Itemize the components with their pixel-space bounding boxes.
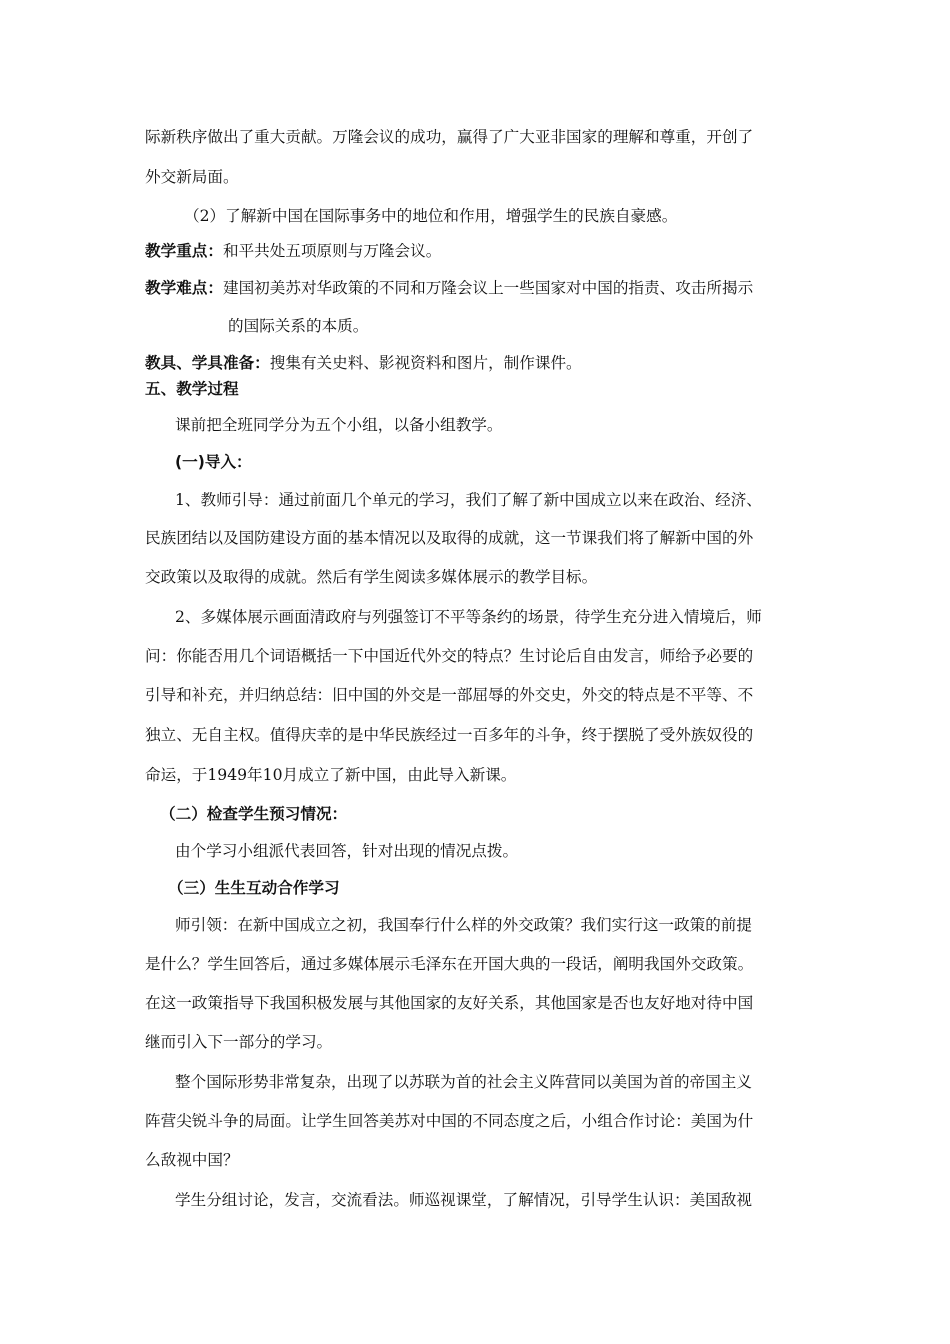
para-line: 阵营尖锐斗争的局面。让学生回答美苏对中国的不同态度之后，小组合作讨论：美国为什 — [145, 1112, 754, 1130]
materials-row — [145, 352, 825, 374]
para-line: 是什么？学生回答后，通过多媒体展示毛泽东在开国大典的一段话，阐明我国外交政策。 — [145, 955, 754, 973]
subsection-heading: (一)导入： — [175, 453, 252, 471]
para-line: 继而引入下一部分的学习。 — [145, 1033, 333, 1051]
para-line: 由个学习小组派代表回答，针对出现的情况点拨。 — [175, 842, 519, 860]
para-line: 师引领：在新中国成立之初，我国奉行什么样的外交政策？我们实行这一政策的前提 — [175, 916, 752, 934]
subsection-heading: （三）生生互动合作学习 — [168, 879, 340, 897]
para-line: 问：你能否用几个词语概括一下中国近代外交的特点？生讨论后自由发言，师给予必要的 — [145, 647, 754, 665]
para-line: 整个国际形势非常复杂，出现了以苏联为首的社会主义阵营同以美国为首的帝国主义 — [175, 1073, 752, 1091]
para-line: 独立、无自主权。值得庆幸的是中华民族经过一百多年的斗争，终于摆脱了受外族奴役的 — [145, 726, 754, 744]
para-line: 交政策以及取得的成就。然后有学生阅读多媒体展示的教学目标。 — [145, 568, 598, 586]
difficulties-row — [145, 277, 825, 299]
objective-line: （2）了解新中国在国际事务中的地位和作用，增强学生的民族自豪感。 — [184, 207, 678, 225]
materials-text: 搜集有关史料、影视资料和图片，制作课件。 — [269, 354, 582, 372]
materials-label: 教具、学具准备： — [145, 353, 270, 372]
para-line: 么敌视中国？ — [145, 1151, 239, 1169]
para-line: 民族团结以及国防建设方面的基本情况以及取得的成就，这一节课我们将了解新中国的外 — [145, 529, 754, 547]
key-points-label: 教学重点： — [145, 241, 223, 260]
key-points-row — [145, 240, 825, 262]
difficulties-text: 建国初美苏对华政策的不同和万隆会议上一些国家对中国的指责、攻击所揭示 — [222, 279, 754, 297]
para-line: 1、教师引导：通过前面几个单元的学习，我们了解了新中国成立以来在政治、经济、 — [175, 491, 762, 509]
para-line: 学生分组讨论，发言，交流看法。师巡视课堂，了解情况，引导学生认识：美国敌视 — [175, 1191, 752, 1209]
para-line: 课前把全班同学分为五个小组，以备小组教学。 — [175, 416, 503, 434]
key-points-text: 和平共处五项原则与万隆会议。 — [222, 242, 442, 260]
para-line: 命运，于1949年10月成立了新中国，由此导入新课。 — [145, 766, 517, 784]
para-line: 引导和补充，并归纳总结：旧中国的外交是一部屈辱的外交史，外交的特点是不平等、不 — [145, 686, 754, 704]
difficulties-label: 教学难点： — [145, 278, 223, 297]
para-line: 际新秩序做出了重大贡献。万隆会议的成功，赢得了广大亚非国家的理解和尊重，开创了 — [145, 128, 754, 146]
difficulties-text-cont: 的国际关系的本质。 — [228, 317, 369, 335]
para-line: 外交新局面。 — [145, 168, 239, 186]
para-line: 2、多媒体展示画面清政府与列强签订不平等条约的场景，待学生充分进入情境后，师 — [175, 608, 762, 626]
section-heading: 五、教学过程 — [145, 380, 239, 398]
para-line: 在这一政策指导下我国积极发展与其他国家的友好关系，其他国家是否也友好地对待中国 — [145, 994, 754, 1012]
subsection-heading: （二）检查学生预习情况： — [160, 805, 348, 823]
